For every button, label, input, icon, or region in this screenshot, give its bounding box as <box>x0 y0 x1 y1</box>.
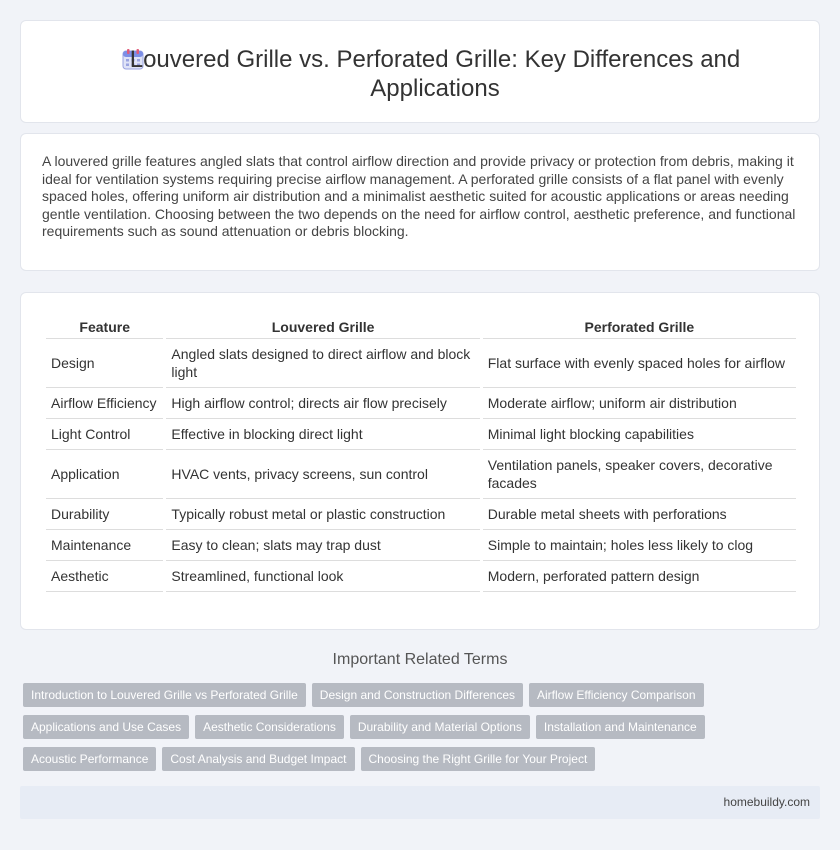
column-header-perforated: Perforated Grille <box>483 315 796 339</box>
footer-site-name[interactable]: homebuildy.com <box>723 795 810 809</box>
related-term-tag[interactable]: Applications and Use Cases <box>23 715 189 739</box>
feature-cell: Aesthetic <box>46 561 163 592</box>
table-row <box>46 499 796 530</box>
comparison-table <box>43 315 799 592</box>
intro-paragraph: A louvered grille features angled slats that control airflow direction and provide privacy or protection from debris, making it ideal for ventilation systems requiring precise airflow management. A perforated grille consists of a flat panel with evenly spaced holes, offering uniform air distribution and a minimalist aesthetic suited for acoustic applications or areas needing gentle ventilation. Choosing between the two depends on the need for airflow control, aesthetic preference, and functional requirements such as sound attenuation or debris blocking. <box>42 153 796 239</box>
related-terms-heading: Important Related Terms <box>332 651 508 668</box>
feature-cell: Application <box>46 450 163 499</box>
related-term-tag[interactable]: Acoustic Performance <box>23 747 156 771</box>
table-header-row <box>46 315 796 339</box>
table-row <box>46 419 796 450</box>
header-card <box>20 20 820 123</box>
intro-card <box>20 133 820 271</box>
related-term-tag[interactable]: Aesthetic Considerations <box>195 715 344 739</box>
table-row <box>46 450 796 499</box>
louvered-cell: Angled slats designed to direct airflow and block light <box>166 339 479 388</box>
feature-cell: Airflow Efficiency <box>46 388 163 419</box>
related-term-tag[interactable]: Introduction to Louvered Grille vs Perforated Grille <box>23 683 306 707</box>
perforated-cell: Minimal light blocking capabilities <box>483 419 796 450</box>
feature-cell: Design <box>46 339 163 388</box>
related-term-tag[interactable]: Cost Analysis and Budget Impact <box>162 747 354 771</box>
louvered-cell: HVAC vents, privacy screens, sun control <box>166 450 479 499</box>
column-header-louvered: Louvered Grille <box>166 315 479 339</box>
related-term-tag[interactable]: Installation and Maintenance <box>536 715 705 739</box>
perforated-cell: Durable metal sheets with perforations <box>483 499 796 530</box>
feature-cell: Light Control <box>46 419 163 450</box>
louvered-cell: Effective in blocking direct light <box>166 419 479 450</box>
table-row <box>46 530 796 561</box>
related-term-tag[interactable]: Airflow Efficiency Comparison <box>529 683 704 707</box>
related-terms-list <box>23 683 813 771</box>
table-body <box>46 339 796 592</box>
feature-cell: Durability <box>46 499 163 530</box>
table-row <box>46 339 796 388</box>
louvered-cell: Easy to clean; slats may trap dust <box>166 530 479 561</box>
perforated-cell: Ventilation panels, speaker covers, decorative facades <box>483 450 796 499</box>
page-title: Louvered Grille vs. Perforated Grille: Key Differences and Applications <box>129 46 741 102</box>
louvered-cell: Streamlined, functional look <box>166 561 479 592</box>
related-term-tag[interactable]: Choosing the Right Grille for Your Project <box>361 747 596 771</box>
perforated-cell: Simple to maintain; holes less likely to clog <box>483 530 796 561</box>
related-term-tag[interactable]: Design and Construction Differences <box>312 683 523 707</box>
feature-cell: Maintenance <box>46 530 163 561</box>
louvered-cell: Typically robust metal or plastic construction <box>166 499 479 530</box>
perforated-cell: Moderate airflow; uniform air distribution <box>483 388 796 419</box>
table-row <box>46 388 796 419</box>
footer <box>20 786 820 819</box>
perforated-cell: Modern, perforated pattern design <box>483 561 796 592</box>
column-header-feature: Feature <box>46 315 163 339</box>
comparison-table-card <box>20 292 820 630</box>
related-term-tag[interactable]: Durability and Material Options <box>350 715 530 739</box>
table-row <box>46 561 796 592</box>
perforated-cell: Flat surface with evenly spaced holes for airflow <box>483 339 796 388</box>
louvered-cell: High airflow control; directs air flow precisely <box>166 388 479 419</box>
